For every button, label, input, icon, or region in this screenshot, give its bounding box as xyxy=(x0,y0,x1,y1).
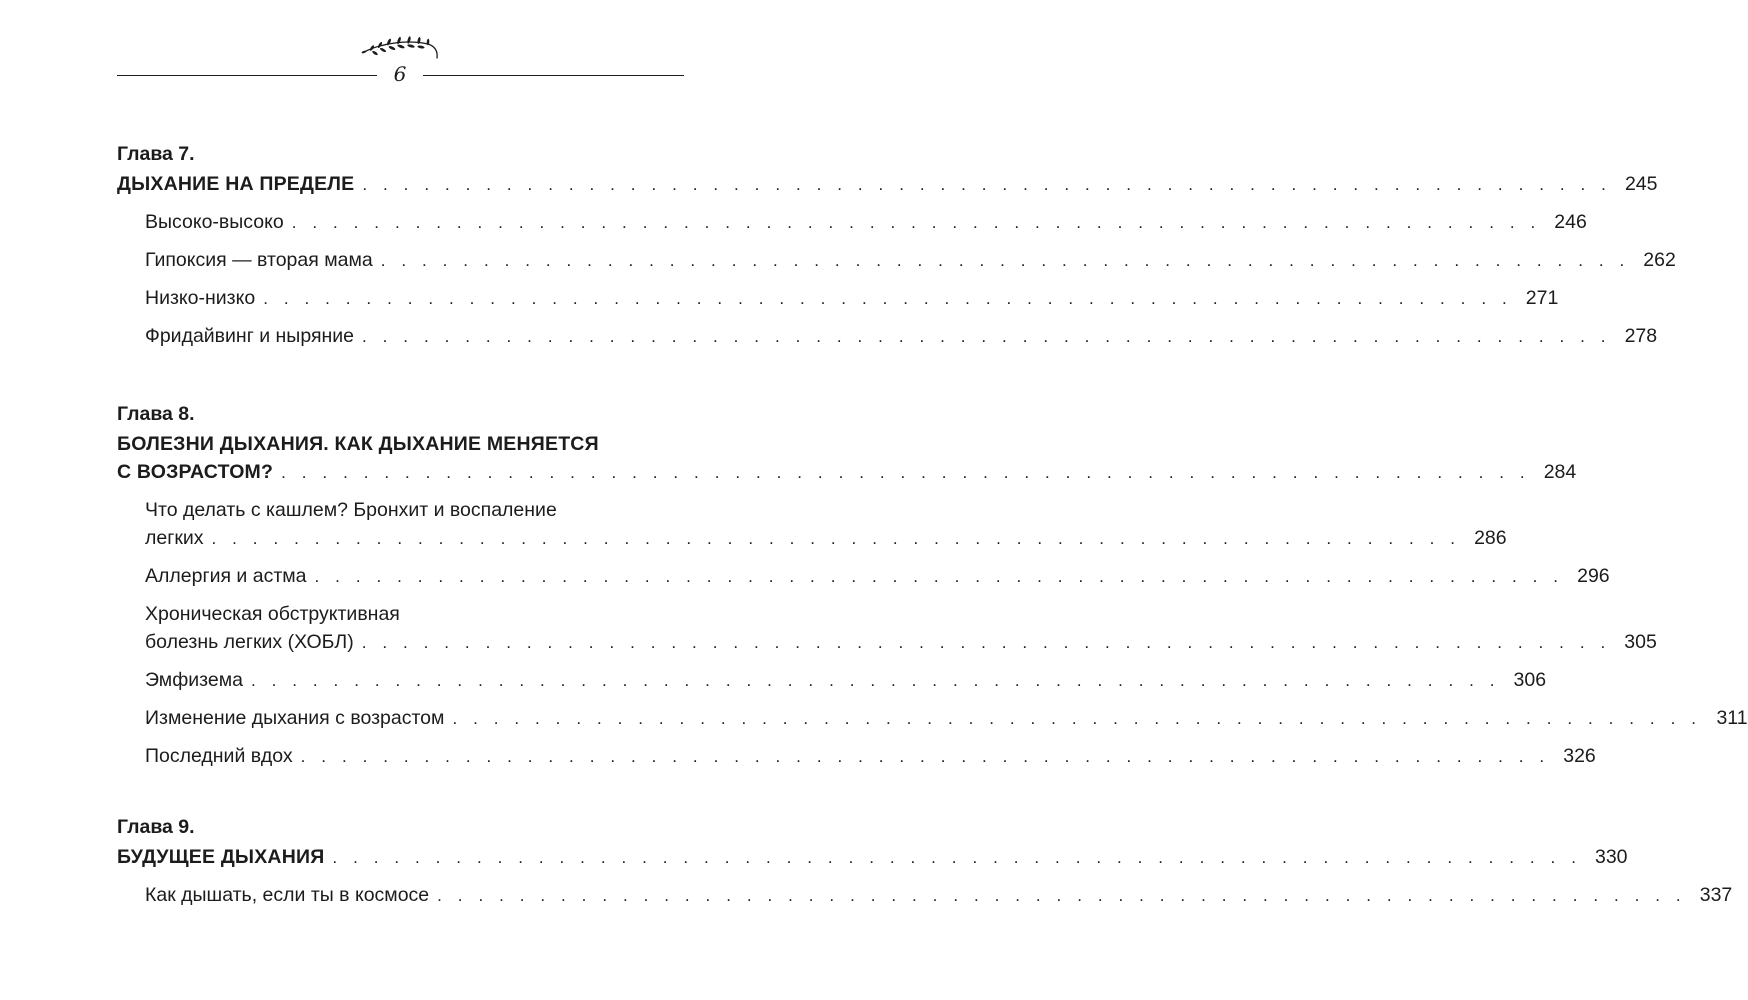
entry-title-line2: легких xyxy=(145,527,204,549)
leader-dots: . . . . . . . . . . . . . . . . . . . . . . . . . . . . . . . . . . . . . . . . . . . . . . . . . . . . . . . . . . . . . xyxy=(380,251,1630,270)
leader-dots: . . . . . . . . . . . . . . . . . . . . . . . . . . . . . . . . . . . . . . . . . . . . . . . . . . . . . . . . . . . . . xyxy=(250,671,1501,690)
entry-title: Эмфизема xyxy=(145,669,243,691)
toc-entry[interactable] xyxy=(117,524,1507,553)
leader-dots: . . . . . . . . . . . . . . . . . . . . . . . . . . . . . . . . . . . . . . . . . . . . . . . . . . . . . . . . . . . . . xyxy=(263,289,1513,308)
leader-dots: . . . . . . . . . . . . . . . . . . . . . . . . . . . . . . . . . . . . . . . . . . . . . . . . . . . . . . . . . . . . . xyxy=(362,175,1612,194)
leader-dots: . . . . . . . . . . . . . . . . . . . . . . . . . . . . . . . . . . . . . . . . . . . . . . . . . . . . . . . . . . . . . xyxy=(362,327,1612,346)
leader-dots: . . . . . . . . . . . . . . . . . . . . . . . . . . . . . . . . . . . . . . . . . . . . . . . . . . . . . . . . . . . . . xyxy=(281,463,1531,482)
leader-dots: . . . . . . . . . . . . . . . . . . . . . . . . . . . . . . . . . . . . . . . . . . . . . . . . . . . . . . . . . . . . . xyxy=(452,709,1702,728)
toc-entry[interactable] xyxy=(117,208,1587,237)
entry-title: Аллергия и астма xyxy=(145,565,307,587)
leader-dots: . . . . . . . . . . . . . . . . . . . . . . . . . . . . . . . . . . . . . . . . . . . . . . . . . . . . . . . . . . . . . xyxy=(291,213,1541,232)
page-ref: 330 xyxy=(1594,846,1628,868)
page-ref: 311 xyxy=(1716,707,1748,729)
page-ref: 262 xyxy=(1643,249,1676,271)
toc-entry[interactable] xyxy=(117,628,1657,657)
leader-dots: . . . . . . . . . . . . . . . . . . . . . . . . . . . . . . . . . . . . . . . . . . . . . . . . . . . . . . . . . . . . . xyxy=(211,529,1461,548)
leader-dots: . . . . . . . . . . . . . . . . . . . . . . . . . . . . . . . . . . . . . . . . . . . . . . . . . . . . . . . . . . . . . xyxy=(300,747,1550,766)
page-ref: 246 xyxy=(1554,211,1587,233)
page-header xyxy=(0,0,800,100)
leader-dots: . . . . . . . . . . . . . . . . . . . . . . . . . . . . . . . . . . . . . . . . . . . . . . . . . . . . . . . . . . . . . xyxy=(437,886,1687,905)
chapter-label: Глава 9. xyxy=(117,816,195,838)
leader-dots: . . . . . . . . . . . . . . . . . . . . . . . . . . . . . . . . . . . . . . . . . . . . . . . . . . . . . . . . . . . . . xyxy=(314,567,1564,586)
toc-entry[interactable] xyxy=(117,704,1748,733)
entry-title: Как дышать, если ты в космосе xyxy=(145,884,430,906)
page-ref: 296 xyxy=(1577,565,1610,587)
toc-entry[interactable] xyxy=(117,246,1676,275)
page-ref: 271 xyxy=(1525,287,1559,309)
chapter-title-row[interactable] xyxy=(117,458,1577,487)
leader-dots: . . . . . . . . . . . . . . . . . . . . . . . . . . . . . . . . . . . . . . . . . . . . . . . . . . . . . . . . . . . . . xyxy=(361,633,1611,652)
toc-entry[interactable] xyxy=(117,742,1596,771)
entry-title-line1[interactable]: Хроническая обструктивная xyxy=(145,603,400,625)
leader-dots: . . . . . . . . . . . . . . . . . . . . . . . . . . . . . . . . . . . . . . . . . . . . . . . . . . . . . . . . . . . . . xyxy=(332,848,1582,867)
chapter-label: Глава 7. xyxy=(117,143,195,165)
toc-entry[interactable] xyxy=(117,322,1658,351)
toc-entry[interactable] xyxy=(117,284,1559,313)
entry-title: Изменение дыхания с возрастом xyxy=(145,707,445,729)
toc-entry[interactable] xyxy=(117,562,1610,591)
entry-title-line2: болезнь легких (ХОБЛ) xyxy=(145,631,354,653)
entry-title: Высоко-высоко xyxy=(145,211,284,233)
entry-title: Фридайвинг и ныряние xyxy=(145,325,355,347)
page-ref: 305 xyxy=(1624,631,1657,653)
chapter-label: Глава 8. xyxy=(117,403,195,425)
chapter-title-line1[interactable]: БОЛЕЗНИ ДЫХАНИЯ. КАК ДЫХАНИЕ МЕНЯЕТСЯ xyxy=(117,433,599,455)
chapter-title-row[interactable] xyxy=(117,843,1628,872)
chapter-title: БУДУЩЕЕ ДЫХАНИЯ xyxy=(117,846,325,868)
page-number: 6 xyxy=(393,62,407,86)
page-ref: 286 xyxy=(1474,527,1507,549)
toc-chapter-8 xyxy=(117,400,1748,771)
entry-title: Гипоксия — вторая мама xyxy=(145,249,373,271)
page-ref: 337 xyxy=(1699,884,1733,906)
page-ref: 278 xyxy=(1624,325,1658,347)
entry-title: Низко-низко xyxy=(145,287,256,309)
toc-chapter-7 xyxy=(117,140,1676,351)
chapter-title: ДЫХАНИЕ НА ПРЕДЕЛЕ xyxy=(117,173,355,195)
chapter-title-row[interactable] xyxy=(117,170,1658,199)
page-ref: 245 xyxy=(1624,173,1658,195)
chapter-title-line2: С ВОЗРАСТОМ? xyxy=(117,461,274,483)
entry-title-line1[interactable]: Что делать с кашлем? Бронхит и воспаление xyxy=(145,499,557,521)
page-ref: 326 xyxy=(1563,745,1596,767)
page-ref: 306 xyxy=(1513,669,1547,691)
toc-entry[interactable] xyxy=(117,881,1733,910)
toc-entry[interactable] xyxy=(117,666,1547,695)
header-rule-right xyxy=(423,75,684,76)
entry-title: Последний вдох xyxy=(145,745,293,767)
header-rule-left xyxy=(117,75,377,76)
toc-chapter-9 xyxy=(117,813,1733,910)
page-ref: 284 xyxy=(1543,461,1577,483)
